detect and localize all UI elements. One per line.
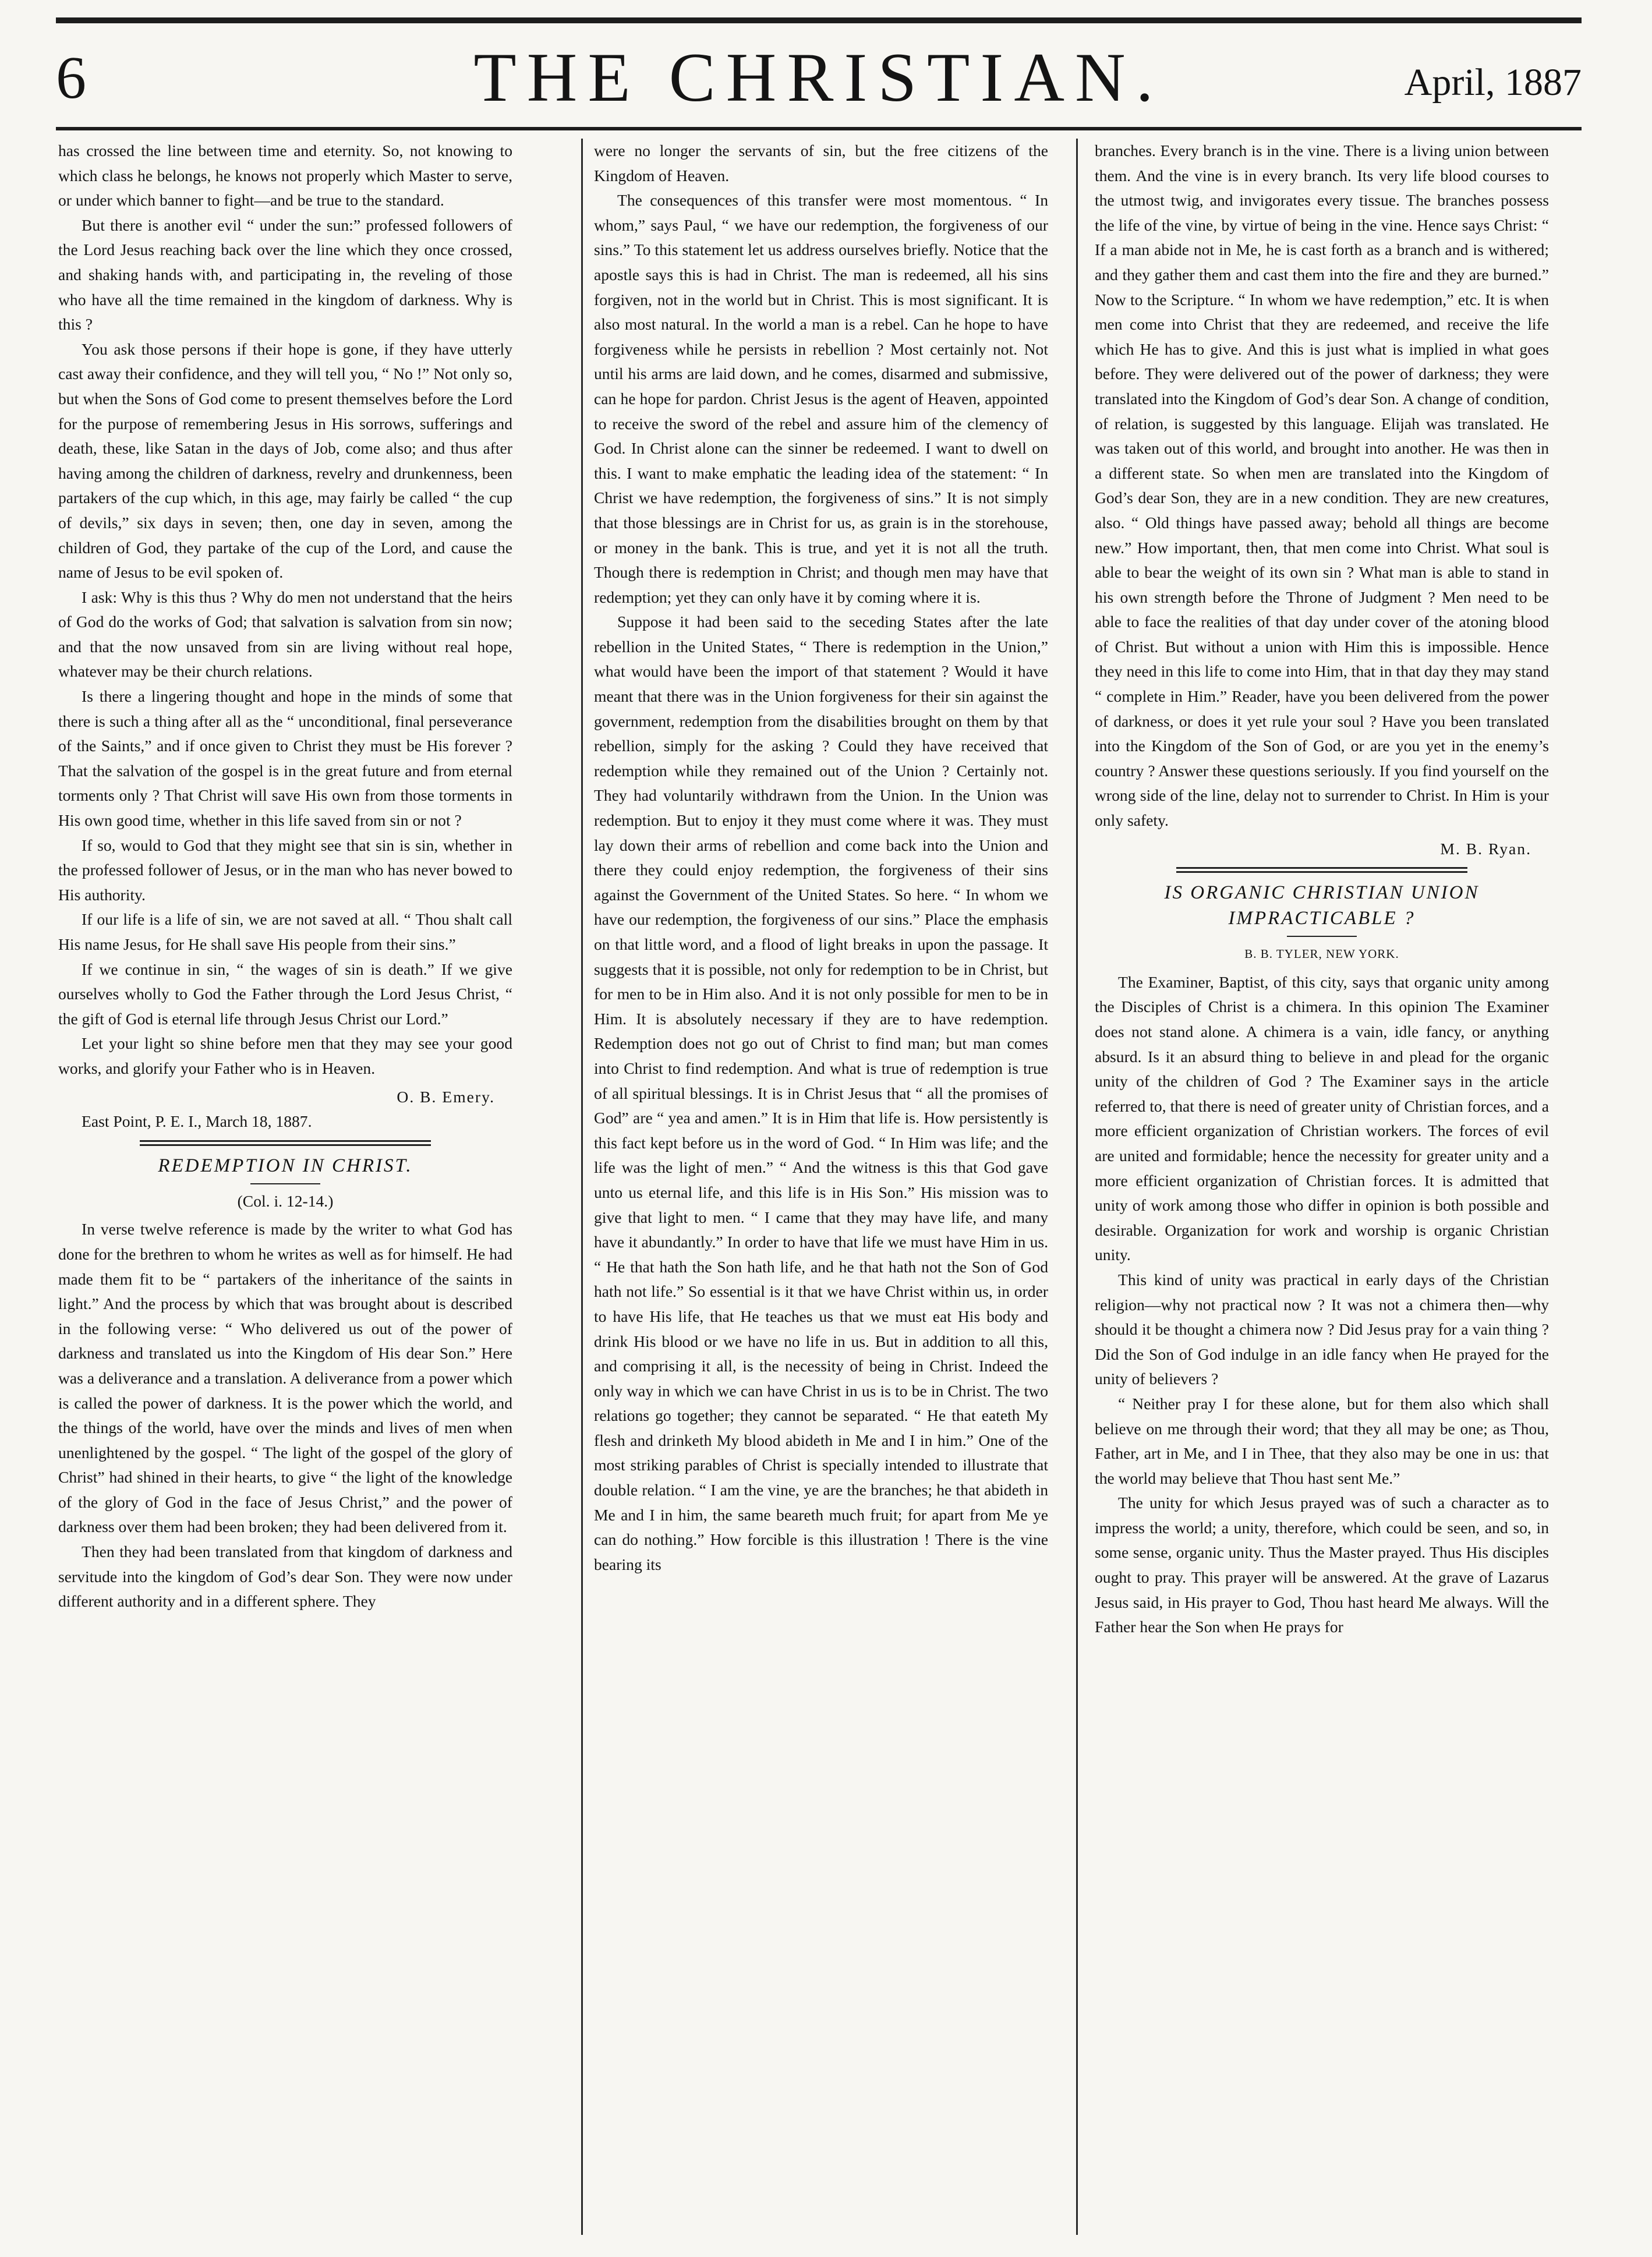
paragraph: Suppose it had been said to the seceding States after the late rebellion in the United States, “ There is redemption in the Union,” what would have been the import of that statement ? Would it have meant that there was in the Union forgiveness for their sin against the government, redemption from the disabilities brought on them by that rebellion, simply for the asking ? Could they have received that redemption while they remained out of the Union ? Certainly not. They had voluntarily withdrawn from the Union. In the Union was redemption. But to enjoy it they must come where it was. They must lay down their arms of rebellion and come back into the Union and there they could enjoy redemption, the forgiveness of their sins against the Government of the United States. So here. “ In whom we have our redemption, the forgiveness of our sins.” Place the emphasis on that little word, and a flood of light breaks in upon the passage. It suggests that it is possible, not only for redemption to be in Christ, but for men to be in Him also. And it is not only possible for men to be in Him. It is absolutely necessary if they are to have redemption. Redemption does not go out of Christ to find man; but man comes into Christ to find redemption. And what is true of redemption is true of all spiritual blessings. It is in Christ Jesus that “ all the promises of God” are “ yea and amen.” It is in Him that life is. How persistently is this fact kept before us in the word of God. “ In Him was life; and the life was the light of men.” “ And the witness is this that God gave unto us eternal life, and this life is in His Son.” His mission was to give that light to men. “ I came that they may have life, and many have it abundantly.” In order to have that life we must have Him in us. “ He that hath the Son hath life, and he that hath not the Son of God hath not life.” So essential is it that we have Christ within us, in order to have His life, that He teaches us that we must eat His body and drink His blood or we have no life in us. But in addition to all this, and comprising it all, is the necessity of being in Christ. Indeed the only way in which we can have Christ in us is to be in Christ. The two relations go together; they cannot be separated. “ He that eateth My flesh and drinketh My blood abideth in Me and I in him.” One of the most striking parables of Christ is specially intended to illustrate that double relation. “ I am the vine, ye are the branches; he that abideth in Me and I in him, the same beareth much fruit; for apart from Me ye can do nothing.” How forcible is this illustration ! There is the vine bearing its [594, 613, 1048, 1573]
paragraph: The unity for which Jesus prayed was of such a character as to impress the world; a unity, therefore, which could be seen, and so, in some sense, organic unity. Thus the Master prayed. Thus His disciples ought to pray. This prayer will be answered. At the grave of Lazarus Jesus said, in His prayer to God, Thou hast heard Me always. Will the Father hear the Son when He prays for [1095, 1494, 1549, 1636]
paragraph: “ Neither pray I for these alone, but for them also which shall believe on me through their word; that they all may be one; as Thou, Father, art in Me, and I in Thee, that they also may be one in us: that the world may believe that Thou hast sent Me.” [1095, 1394, 1549, 1487]
paragraph: If we continue in sin, “ the wages of sin is death.” If we give ourselves wholly to God the Father through the Lord Jesus Christ, “ the gift of God is eternal life through Jesus Christ our Lord.” [58, 960, 512, 1028]
paragraph: were no longer the servants of sin, but the free citizens of the Kingdom of Heaven. [594, 141, 1048, 185]
article-separator [1176, 867, 1467, 873]
column-divider [581, 139, 583, 2235]
paragraph: The consequences of this transfer were most momentous. “ In whom,” says Paul, “ we have our redemption, the forgiveness of our sins.” To this statement let us address ourselves briefly. Notice that the apostle says this is had in Christ. The man is redeemed, all his sins forgiven, not in the world but in Christ. This is most significant. It is also most natural. In the world a man is a rebel. Can he hope to have forgiveness while he persists in rebellion ? Most certainly not. Not until his arms are laid down, and he comes, disarmed and submissive, can he hope for pardon. Christ Jesus is the agent of Heaven, appointed to receive the sword of the rebel and assure him of the clemency of God. In Christ alone can the sinner be redeemed. I want to dwell on this. I want to make emphatic the leading idea of the statement: “ In Christ we have redemption, the forgiveness of sins.” It is not simply that those blessings are in Christ for us, as grain is in the storehouse, or money in the bank. This is true, and yet it is not all the truth. Though there is redemption in Christ; and though men may have that redemption; yet they can only have it by coming where it is. [594, 191, 1048, 606]
paragraph: Let your light so shine before men that they may see your good works, and glorify your Father who is in Heaven. [58, 1034, 512, 1077]
article-title: IS ORGANIC CHRISTIAN UNION IMPRACTICABLE ? [1164, 882, 1480, 929]
title-rule [1287, 936, 1357, 937]
author-signature: O. B. Emery. [397, 1087, 495, 1106]
author-signature: M. B. Ryan. [1440, 839, 1531, 858]
column-divider [1076, 139, 1078, 2235]
top-border-rule [56, 17, 1582, 23]
paragraph: branches. Every branch is in the vine. There is a living union between them. And the vine is in every branch. Its very life blood courses to the utmost twig, and invigorates every tissue. The branches possess the life of the vine, by virtue of being in the vine. Hence says Christ: “ If a man abide not in Me, he is cast forth as a branch and is withered; and they gather them and cast them into the fire and they are burned.” Now to the Scripture. “ In whom we have redemption,” etc. It is when men come into Christ that they are redeemed, and receive the life which He has to give. And this is just what is implied in what goes before. They were delivered out of the power of darkness; they were translated into the Kingdom of God’s dear Son. A change of condition, of relation, is suggested by this language. Elijah was translated. He was taken out of this world, and brought into another. He was then in a different state. So when men are translated into the Kingdom of God’s dear Son, they are in a new condition. They are new creatures, also. “ Old things have passed away; behold all things are become new.” How important, then, that men come into Christ. What soul is able to bear the weight of its own sin ? What man is able to stand in his own strength before the Throne of Judgment ? Men need to be able to face the realities of that day under cover of the atoning blood of Christ. But without a union with Him this is impossible. Hence they need in this life to come into Him, that in that day they may stand “ complete in Him.” Reader, have you been delivered from the power of darkness, or does it yet rule your soul ? Have you been translated into the Kingdom of the Son of God, or are you yet in the enemy’s country ? Answer these questions seriously. If you find yourself on the wrong side of the line, delay not to surrender to Christ. In Him is your only safety. [1095, 141, 1549, 830]
paragraph: This kind of unity was practical in early days of the Christian religion—why not practical now ? It was not a chimera then—why should it be thought a chimera now ? Did Jesus pray for a vain thing ? Did the Son of God indulge in an idle fancy when He prayed for the unity of believers ? [1095, 1270, 1549, 1388]
paragraph: has crossed the line between time and eternity. So, not knowing to which class he belongs, he knows not properly which Master to serve, or under which banner to fight—and be true to the standard. [58, 141, 512, 210]
paragraph: If our life is a life of sin, we are not saved at all. “ Thou shalt call His name Jesus, for He shall save His people from their sins.” [58, 910, 512, 953]
column-1 [58, 139, 512, 2241]
page-number: 6 [56, 44, 86, 111]
scripture-reference: (Col. i. 12-14.) [237, 1191, 334, 1210]
article-separator [140, 1140, 431, 1146]
paragraph: You ask those persons if their hope is gone, if they have utterly cast away their confidence, and they will tell you, “ No !” Not only so, but when the Sons of God come to present themselves before the Lord for the purpose of remembering Jesus in His sorrows, sufferings and death, these, like Satan in the days of Job, come also; and thus after having among the children of darkness, revelry and drunkenness, been partakers of the cup which, in this age, may fairly be called “ the cup of devils,” six days in seven; then, one day in seven, among the children of God, they partake of the cup of the Lord, and cause the name of Jesus to be evil spoken of. [58, 339, 512, 582]
paragraph: If so, would to God that they might see that sin is sin, whether in the professed follower of Jesus, or in the man who has never bowed to His authority. [58, 836, 512, 904]
paragraph: Then they had been translated from that kingdom of darkness and servitude into the kingdom of God’s dear Son. They were now under different authority and in a different sphere. They [58, 1543, 512, 1611]
paragraph: I ask: Why is this thus ? Why do men not understand that the heirs of God do the works of God; that salvation is salvation from sin now; and that the now unsaved from sin are living without real hope, whatever may be their church relations. [58, 588, 512, 681]
paragraph: But there is another evil “ under the sun:” professed followers of the Lord Jesus reaching back over the line which they once crossed, and shaking hands with, and participating in, the reveling of those who have all the time remained in the kingdom of darkness. Why is this ? [58, 215, 512, 334]
paragraph: In verse twelve reference is made by the writer to what God has done for the brethren to whom he writes as well as for himself. He had made them fit to be “ partakers of the inheritance of the saints in light.” And the process by which that was brought about is described in the following verse: “ Who delivered us out of the power of darkness and translated us into the Kingdom of His dear Son.” Here was a deliverance and a translation. A deliverance from a power which is called the power of darkness. It is the power which the world, and the things of the world, have over the minds and lives of men when unenlightened by the gospel. “ The light of the gospel of the glory of Christ” had shined in their hearts, to give “ the light of the knowledge of the glory of God in the face of Jesus Christ,” and the power of darkness over them had been broken; they had been delivered from it. [58, 1220, 512, 1536]
column-3 [1095, 139, 1549, 2241]
paragraph: The Examiner, Baptist, of this city, says that organic unity among the Disciples of Christ is a chimera. In this opinion The Examiner does not stand alone. A chimera is a vain, idle fancy, or anything absurd. Is it an absurd thing to believe in and plead for the organic unity of the children of God ? The Examiner says in the article referred to, that there is need of greater unity of Christian forces, and a more efficient organization of Christian workers. The forces of evil are united and formidable; hence the necessity for greater unity and a more efficient organization of Christian forces. It is admitted that unity of work among those who differ in opinion is both possible and desirable. Organization for work and worship is organic Christian unity. [1095, 972, 1549, 1264]
masthead-rule [56, 127, 1582, 130]
dateline: East Point, P. E. I., March 18, 1887. [82, 1112, 312, 1131]
article-title: REDEMPTION IN CHRIST. [158, 1155, 413, 1176]
issue-date: April, 1887 [1404, 61, 1582, 104]
masthead [56, 37, 1582, 125]
title-rule [250, 1183, 320, 1184]
column-2 [594, 139, 1048, 2241]
article-byline: B. B. TYLER, NEW YORK. [1244, 947, 1399, 961]
newspaper-title: THE CHRISTIAN. [473, 38, 1164, 116]
paragraph: Is there a lingering thought and hope in the minds of some that there is such a thing after all as the “ unconditional, final perseverance of the Saints,” and if once given to Christ they must be His forever ? That the salvation of the gospel is in the great future and from eternal torments only ? That Christ will save His own from those torments in His own good time, whether in this life saved from sin or not ? [58, 687, 512, 830]
